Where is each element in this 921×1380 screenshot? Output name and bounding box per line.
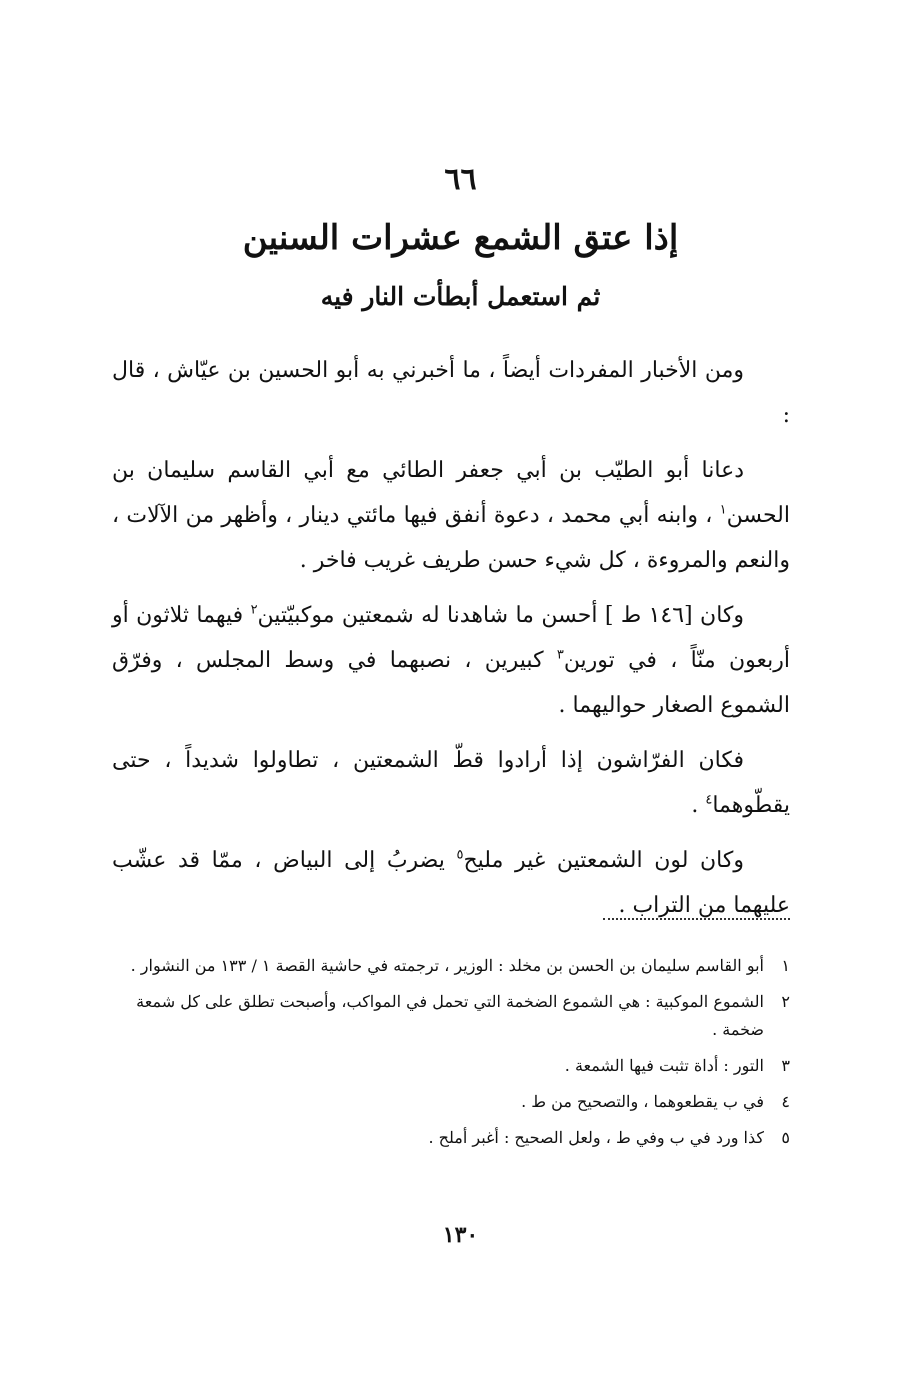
story-number: ٦٦ <box>444 162 477 197</box>
footnote-1 <box>112 952 790 980</box>
footnote-4 <box>112 1088 790 1116</box>
paragraph-3: وكان [١٤٦ ط ] أحسن ما شاهدنا له شمعتين موكبيّتين$^٢$ فيهما ثلاثون أو أربعون منّاً ، في تورين$^٣$ كبيرين ، نصبهما في وسط المجلس ، وفرّق الشموع الصغار حواليهما . <box>112 602 790 718</box>
footnote-ref: ٤ <box>705 792 713 808</box>
footnote-number: ٢ <box>781 992 790 1011</box>
footnote-number: ٤ <box>781 1092 790 1111</box>
footnote-ref: ٣ <box>556 647 564 663</box>
footnote-5 <box>112 1124 790 1152</box>
footnote-text: أبو القاسم سليمان بن الحسن بن مخلد : الوزير ، ترجمته في حاشية القصة ١ / ١٣٣ من النشوار . <box>130 956 764 975</box>
page-title: إذا عتق الشمع عشرات السنين <box>242 218 679 258</box>
footnote-ref: ٢ <box>250 602 258 618</box>
page-number: ١٣٠ <box>442 1222 479 1248</box>
paragraph-4: فكان الفرّاشون إذا أرادوا قطّ الشمعتين ، تطاولوا شديداً ، حتى يقطّوهما$^٤$ . <box>112 748 790 818</box>
footnote-text: في ب يقطعوهما ، والتصحيح من ط . <box>521 1092 764 1111</box>
footnote-ref: ١ <box>719 502 727 518</box>
page-subtitle: ثم استعمل أبطأت النار فيه <box>320 282 601 311</box>
footnote-text: التور : أداة تثبت فيها الشمعة . <box>564 1056 764 1075</box>
footnotes <box>112 952 790 1160</box>
footnote-2 <box>112 988 790 1044</box>
footnote-ref: ٥ <box>456 847 464 863</box>
footnote-3 <box>112 1052 790 1080</box>
paragraph-1: ومن الأخبار المفردات أيضاً ، ما أخبرني به أبو الحسين بن عيّاش ، قال : <box>112 358 790 428</box>
footnote-separator <box>603 918 790 920</box>
footnote-number: ٣ <box>781 1056 790 1075</box>
paragraph-5: وكان لون الشمعتين غير مليح$^٥$ يضربُ إلى البياض ، ممّا قد عشّب عليهما من التراب . <box>112 847 790 918</box>
footnote-text: الشموع الموكبية : هي الشموع الضخمة التي تحمل في المواكب، وأصبحت تطلق على كل شمعة ضخمة . <box>136 992 764 1039</box>
footnote-number: ٥ <box>781 1128 790 1147</box>
footnote-text: كذا ورد في ب وفي ط ، ولعل الصحيح : أغبر أملح . <box>428 1128 764 1147</box>
paragraph-2: دعانا أبو الطيّب بن أبي جعفر الطائي مع أبي القاسم سليمان بن الحسن$^١$ ، وابنه أبي محمد ، دعوة أنفق فيها مائتي دينار ، وأظهر من الآلات ، والنعم والمروءة ، كل شيء حسن طريف غريب فاخر . <box>112 458 790 573</box>
footnote-number: ١ <box>781 956 790 975</box>
body-text <box>112 348 790 938</box>
